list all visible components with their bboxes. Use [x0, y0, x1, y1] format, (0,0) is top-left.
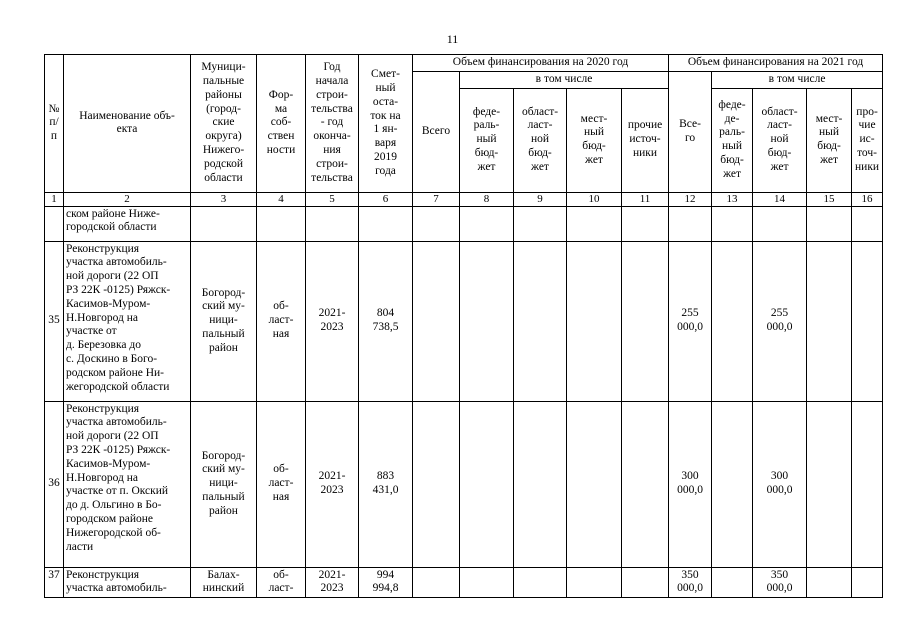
column-number: 15 [807, 192, 852, 206]
header-regional-2020: област- ласт- ной бюд- жет [514, 88, 567, 192]
regional-2021: 350 000,0 [753, 567, 807, 598]
total-2021: 255 000,0 [669, 241, 712, 401]
header-total-2020: Всего [413, 71, 460, 192]
column-number: 11 [622, 192, 669, 206]
header-other-2020: прочие источ- ники [622, 88, 669, 192]
column-number: 4 [257, 192, 306, 206]
object-name: Реконструкция участка автомобиль- ной дороги (22 ОП РЗ 22К -0125) Ряжск- Касимов-Муром- Н.Новгород на участке от п. Окский до д. Ольгино в Бо- городском районе Нижегородской об- ласти [64, 401, 191, 567]
table-row-continuation [45, 206, 883, 241]
header-balance: Смет- ный оста- ток на 1 ян- варя 2019 года [359, 55, 413, 193]
column-number: 16 [852, 192, 883, 206]
header-fin-2021: Объем финансирования на 2021 год [669, 55, 883, 72]
header-federal-2021: феде- де- раль- ный бюд- жет [712, 88, 753, 192]
header-years: Год начала строи- тельства - год оконча- ния строи- тельства [306, 55, 359, 193]
construction-years: 2021- 2023 [306, 241, 359, 401]
row-number: 35 [45, 241, 64, 401]
table-row [45, 241, 883, 401]
municipal-district: Богород- ский му- ници- пальный район [191, 241, 257, 401]
header-regional-2021: област- ласт- ной бюд- жет [753, 88, 807, 192]
column-number-row [45, 192, 883, 206]
column-number: 6 [359, 192, 413, 206]
row-number: 37 [45, 567, 64, 598]
row-number: 36 [45, 401, 64, 567]
header-num: № п/ п [45, 55, 64, 193]
estimated-balance: 883 431,0 [359, 401, 413, 567]
header-including-2020: в том числе [460, 71, 669, 88]
object-name: Реконструкция участка автомобиль- [64, 567, 191, 598]
header-fin-2020: Объем финансирования на 2020 год [413, 55, 669, 72]
header-including-2021: в том числе [712, 71, 883, 88]
column-number: 3 [191, 192, 257, 206]
header-ownership: Фор- ма соб- ствен ности [257, 55, 306, 193]
ownership-form: об- ласт- ная [257, 401, 306, 567]
total-2021: 300 000,0 [669, 401, 712, 567]
header-total-2021: Все- го [669, 71, 712, 192]
table-row [45, 401, 883, 567]
estimated-balance: 804 738,5 [359, 241, 413, 401]
column-number: 7 [413, 192, 460, 206]
column-number: 1 [45, 192, 64, 206]
column-number: 12 [669, 192, 712, 206]
object-name: ском районе Ниже- городской области [64, 206, 191, 241]
estimated-balance: 994 994,8 [359, 567, 413, 598]
municipal-district: Балах- нинский [191, 567, 257, 598]
column-number: 10 [567, 192, 622, 206]
header-other-2021: про- чие ис- точ- ники [852, 88, 883, 192]
header-name: Наименование объ- екта [64, 55, 191, 193]
ownership-form: об- ласт- ная [257, 241, 306, 401]
object-name: Реконструкция участка автомобиль- ной дороги (22 ОП РЗ 22К -0125) Ряжск- Касимов-Муром- Н.Новгород на участке от д. Березовка до с. Доскино в Бого- родском районе Ни- жегородской области [64, 241, 191, 401]
page-number: 11 [446, 32, 459, 46]
column-number: 14 [753, 192, 807, 206]
header-local-2021: мест- ный бюд- жет [807, 88, 852, 192]
header-local-2020: мест- ный бюд- жет [567, 88, 622, 192]
financing-table [44, 54, 883, 598]
table-row [45, 567, 883, 598]
municipal-district: Богород- ский му- ници- пальный район [191, 401, 257, 567]
regional-2021: 300 000,0 [753, 401, 807, 567]
ownership-form: об- ласт- [257, 567, 306, 598]
header-municipal: Муници- пальные районы (город- ские округа) Нижего- родской области [191, 55, 257, 193]
column-number: 9 [514, 192, 567, 206]
column-number: 5 [306, 192, 359, 206]
total-2021: 350 000,0 [669, 567, 712, 598]
construction-years: 2021- 2023 [306, 401, 359, 567]
header-federal-2020: феде- раль- ный бюд- жет [460, 88, 514, 192]
construction-years: 2021- 2023 [306, 567, 359, 598]
column-number: 2 [64, 192, 191, 206]
regional-2021: 255 000,0 [753, 241, 807, 401]
column-number: 13 [712, 192, 753, 206]
column-number: 8 [460, 192, 514, 206]
